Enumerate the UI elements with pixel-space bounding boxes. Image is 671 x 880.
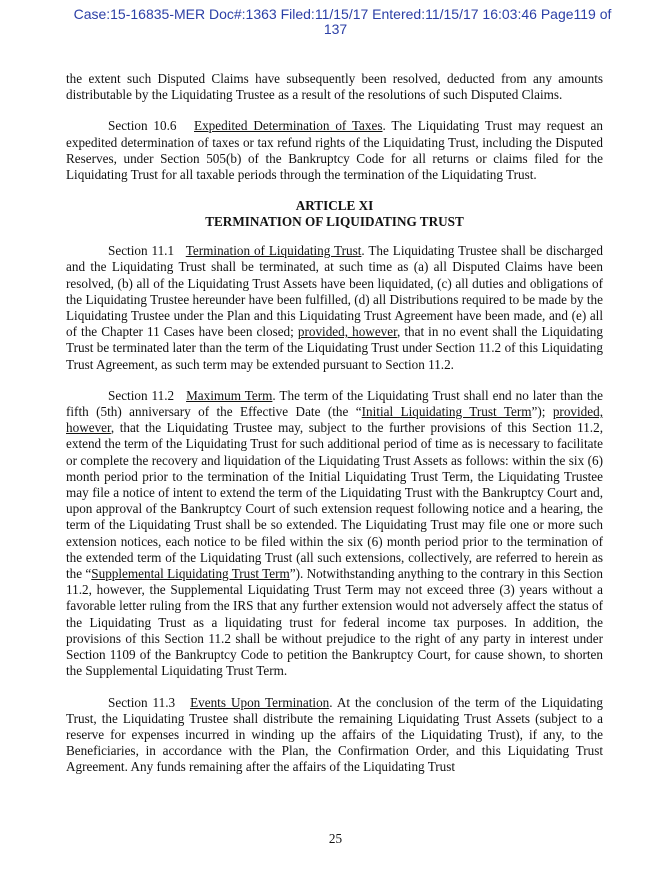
section-label: Section 10.6 [108,118,177,134]
paragraph-continued: the extent such Disputed Claims have subsequently been resolved, deducted from any amounts distributable by the Liquidating Trustee as a result of the resolutions of such Disputed Claims. [66,71,603,103]
article-heading [66,198,603,229]
defined-term: Initial Liquidating Trust Term [361,404,532,420]
provided-however: provided, however [297,324,397,340]
section-11-2 [66,388,603,680]
case-header-line1: Case:15-16835-MER Doc#:1363 Filed:11/15/17 Entered:11/15/17 16:03:46 Page119 of [73,6,612,22]
section-text: ”); [531,404,553,420]
article-title: TERMINATION OF LIQUIDATING TRUST [205,213,464,229]
section-title: Maximum Term [186,387,273,403]
section-11-3 [66,695,603,776]
section-text: . The Liquidating Trust may request an expedited determination of taxes or tax refund rights of the Liquidating Trust, including the Disputed Reserves, under Section 505(b) of the Bankruptcy Code for all returns or claims filed for the Liquidating Trust for all taxable periods through the termination of the Liquidating Trust. [66,118,604,183]
case-header-line2: 137 [323,21,348,37]
section-text: . The Liquidating Trustee shall be discharged and the Liquidating Trust shall be terminated, at such time as (a) all Disputed Claims have been resolved, (b) all of the Liquidating Trust Assets have been liquidated, (c) all duties and obligations of the Liquidating Trustee hereunder have been fulfilled, (d) all Distributions required to be made by the Liquidating Trustee under the Plan and this Liquidating Trust Agreement have been made, and (e) all of the Chapter 11 Cases have been closed; [66,243,603,340]
section-label: Section 11.3 [108,694,176,710]
case-header [0,7,671,37]
section-text: . The term of the Liquidating Trust shall end no later than the fifth (5th) anniversary of the Effective Date (the “ [66,387,603,420]
defined-term: Supplemental Liquidating Trust Term [91,566,290,582]
section-label: Section 11.1 [108,243,175,259]
section-10-6 [66,118,603,183]
section-11-1 [66,243,603,373]
document-body [66,71,603,791]
section-text: ”). Notwithstanding anything to the contrary in this Section 11.2, however, the Supplemental Liquidating Trust Term may not exceed three (3) years without a favorable letter ruling from the IRS that any further extension would not adversely affect the status of the Liquidating Trust as a liquidating trust for federal income tax purposes. In addition, the provisions of this Section 11.2 shall be without prejudice to the right of any party in interest under Section 1109 of the Bankruptcy Code to petition the Bankruptcy Court, for cause shown, to shorten the Supplemental Liquidating Trust Term. [66,566,603,679]
section-title: Termination of Liquidating Trust [185,243,362,259]
article-number: ARTICLE XI [295,198,374,214]
page-number: 25 [328,831,343,846]
section-text: . At the conclusion of the term of the Liquidating Trust, the Liquidating Trustee shall distribute the remaining Liquidating Trust Assets (subject to a reserve for expenses incurred in winding up the affairs of the Liquidating Trust), if any, to the Beneficiaries, in accordance with the Plan, the Confirmation Order, and this Liquidating Trust Agreement. Any funds remaining after the affairs of the Liquidating Trust [66,694,603,775]
section-text: , that the Liquidating Trustee may, subject to the further provisions of this Section 11.2, extend the term of the Liquidating Trust for such additional period of time as is necessary to facilitate or complete the recovery and liquidation of the Liquidating Trust Assets as follows: within the six (6) month period prior to the termination of the Initial Liquidating Trust Term, the Liquidating Trustee may file a notice of intent to extend the term of the Liquidating Trust with the Bankruptcy Court and, upon approval of the Bankruptcy Court of such extension request following notice and a hearing, the term of the Liquidating Trust shall be so extended. The Liquidating Trust may file one or more such extension notices, each notice to be filed within the six (6) month period prior to the termination of the extended term of the Liquidating Trust (all such extensions, collectively, are referred to herein as the “ [66,420,603,582]
section-text: , that in no event shall the Liquidating Trust be terminated later than the term of the Liquidating Trust under Section 11.2 of this Liquidating Trust Agreement, as such term may be extended pursuant to Section 11.2. [66,324,603,372]
section-title: Events Upon Termination [190,694,330,710]
section-title: Expedited Determination of Taxes [194,118,383,134]
provided-however: provided, however [66,404,604,436]
section-label: Section 11.2 [108,387,175,403]
